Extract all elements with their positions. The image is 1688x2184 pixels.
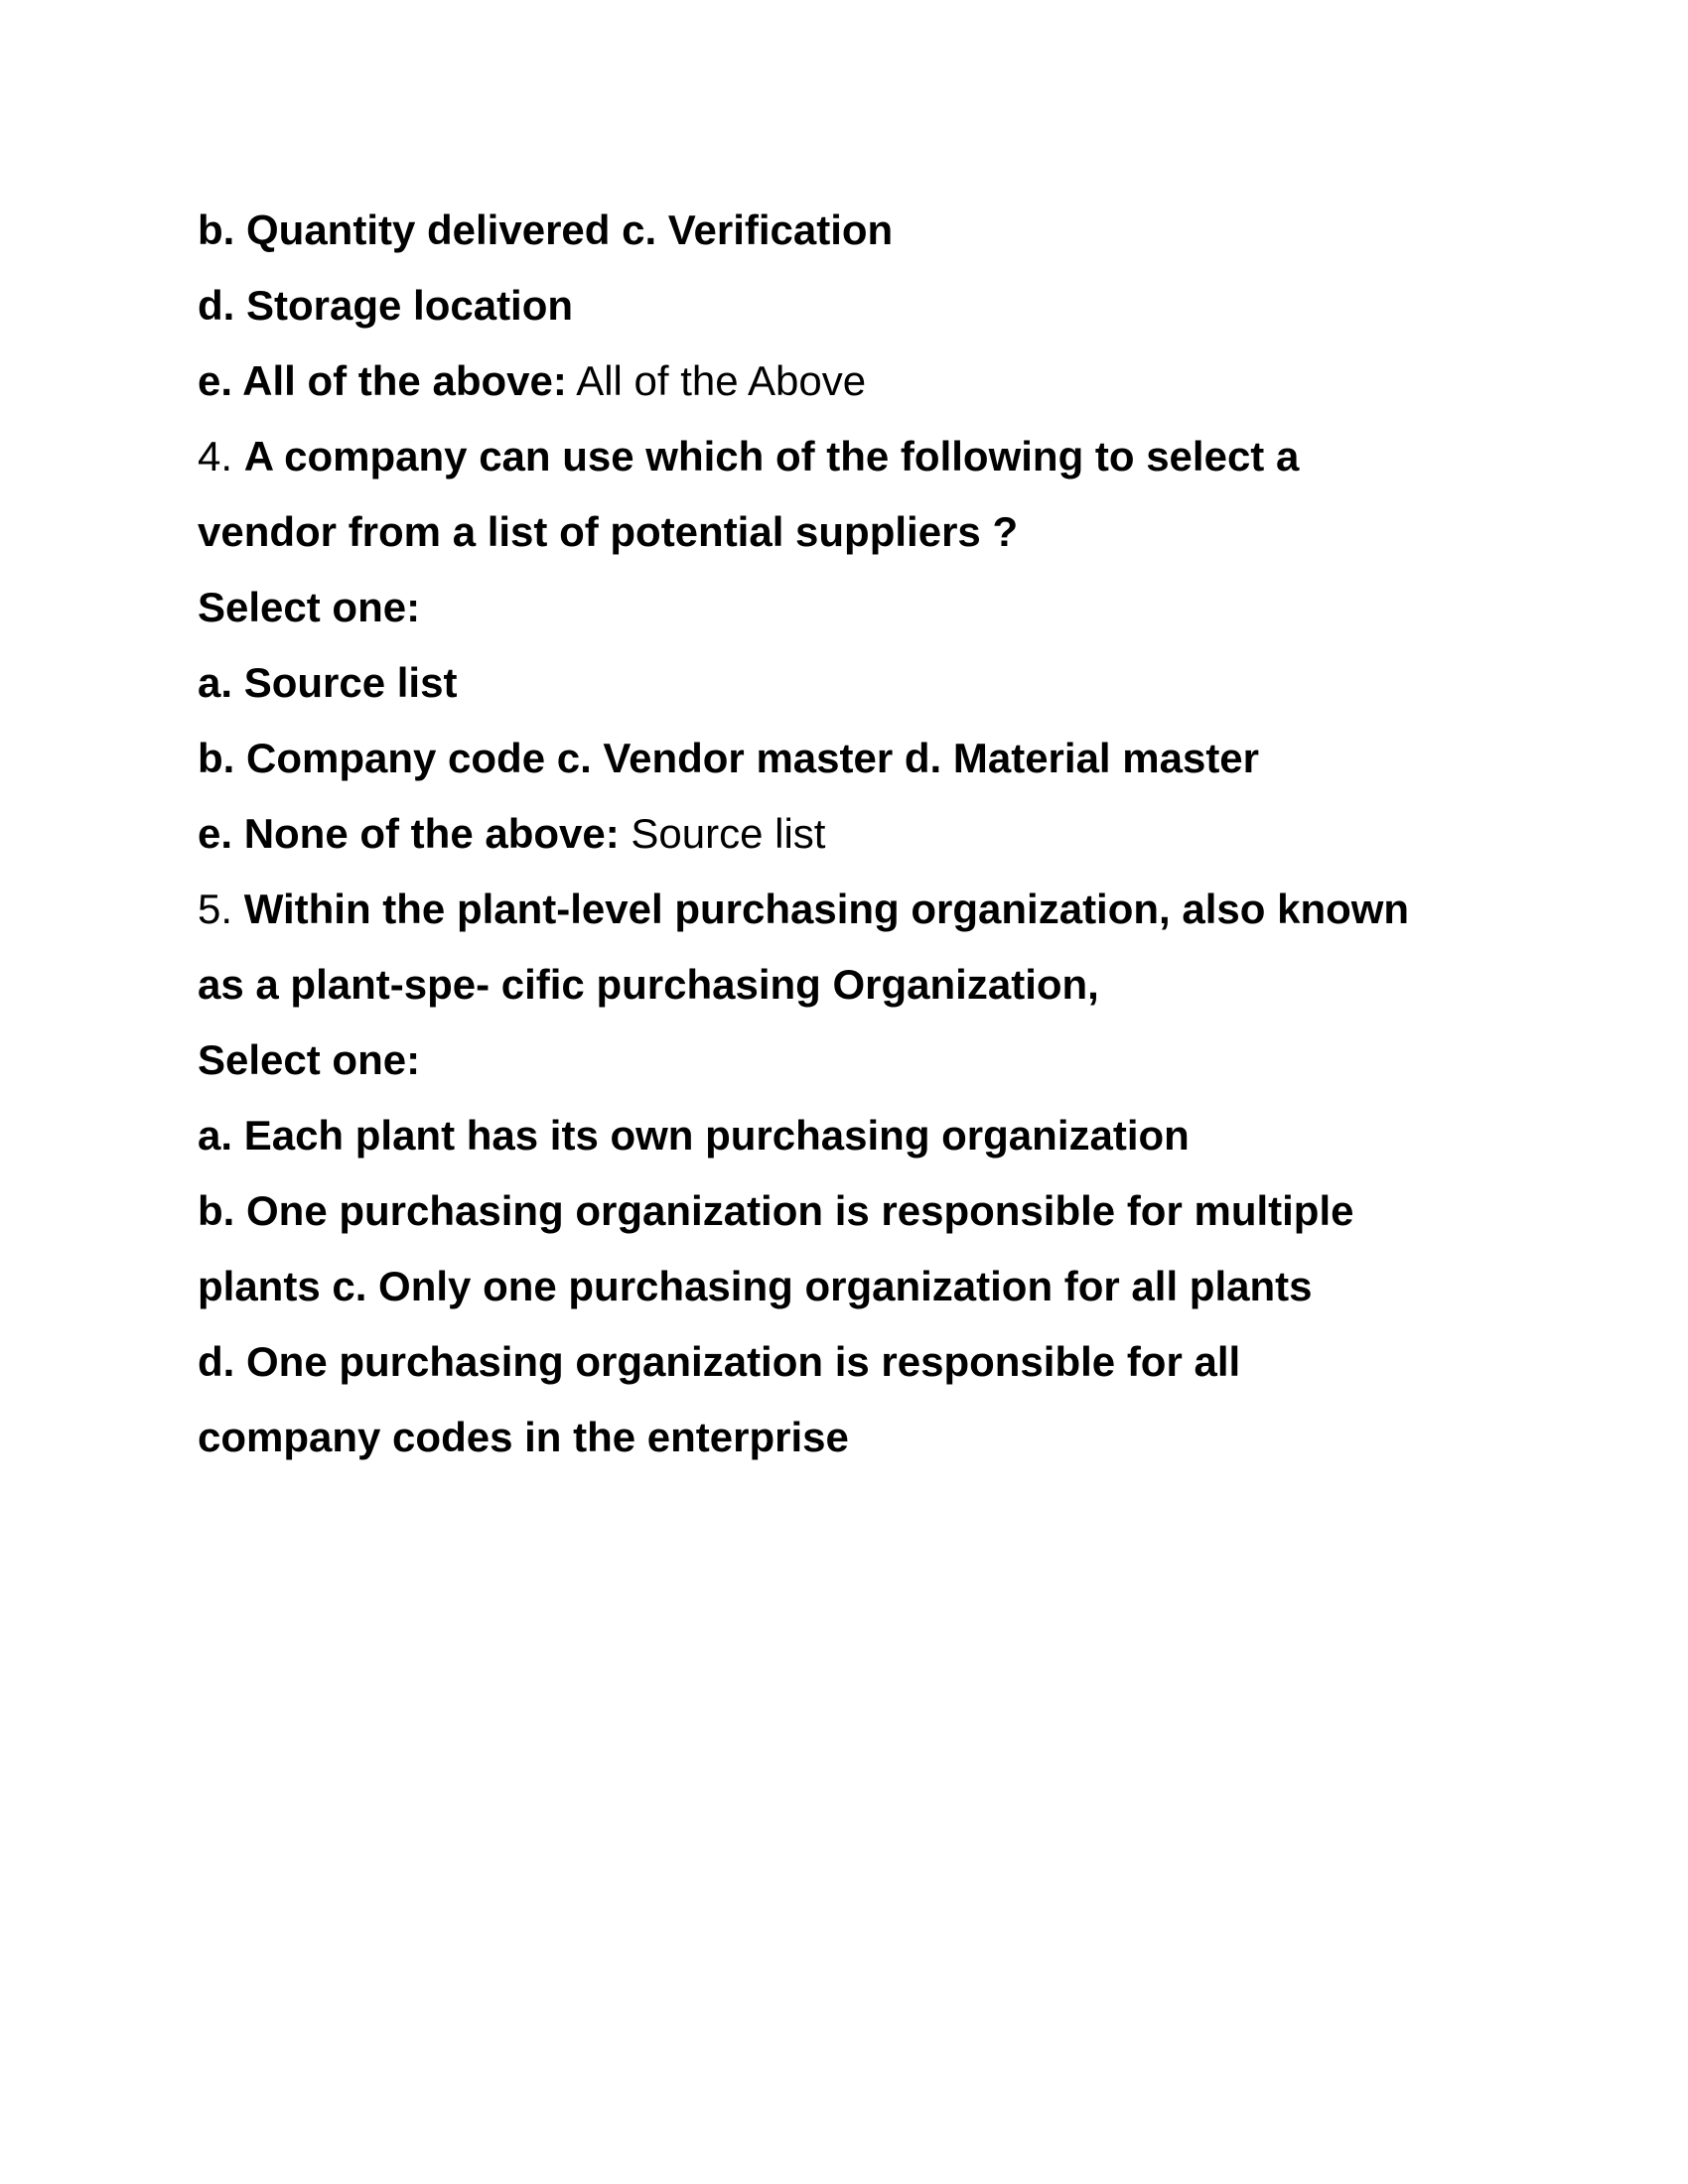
q4-option-e-label: e. None of the above: (198, 810, 620, 857)
q5-select-one: Select one: (198, 1036, 421, 1083)
q5-option-d-line1: d. One purchasing organization is responsible for all (198, 1338, 1241, 1385)
q3-option-e-label: e. All of the above: (198, 357, 567, 404)
q4-question-text-1: A company can use which of the following to select a (243, 433, 1300, 479)
q5-question-line2: as a plant-spe- cific purchasing Organization, (198, 961, 1099, 1008)
q3-answer: All of the Above (576, 357, 867, 404)
q5-option-d-line2: company codes in the enterprise (198, 1414, 849, 1460)
q5-question-text-1: Within the plant-level purchasing organization, also known (243, 886, 1410, 932)
q3-option-b-c: b. Quantity delivered c. Verification (198, 206, 894, 253)
q4-option-e (198, 796, 1488, 872)
q5-question-line1 (198, 872, 1488, 947)
q4-answer: Source list (631, 810, 826, 857)
q5-option-b-line1: b. One purchasing organization is responsible for multiple (198, 1187, 1354, 1234)
q4-number: 4. (198, 433, 233, 479)
q4-option-b-c-d: b. Company code c. Vendor master d. Material master (198, 735, 1260, 781)
q5-option-b-line2: plants c. Only one purchasing organization for all plants (198, 1263, 1313, 1309)
document-page (198, 193, 1488, 1475)
q3-option-d: d. Storage location (198, 282, 574, 329)
q4-select-one: Select one: (198, 584, 421, 630)
q4-question-line1 (198, 419, 1488, 494)
q4-option-a: a. Source list (198, 659, 458, 706)
q5-number: 5. (198, 886, 233, 932)
q3-option-e (198, 343, 1488, 419)
q5-option-a: a. Each plant has its own purchasing organization (198, 1112, 1190, 1159)
q4-question-line2: vendor from a list of potential suppliers ? (198, 508, 1019, 555)
